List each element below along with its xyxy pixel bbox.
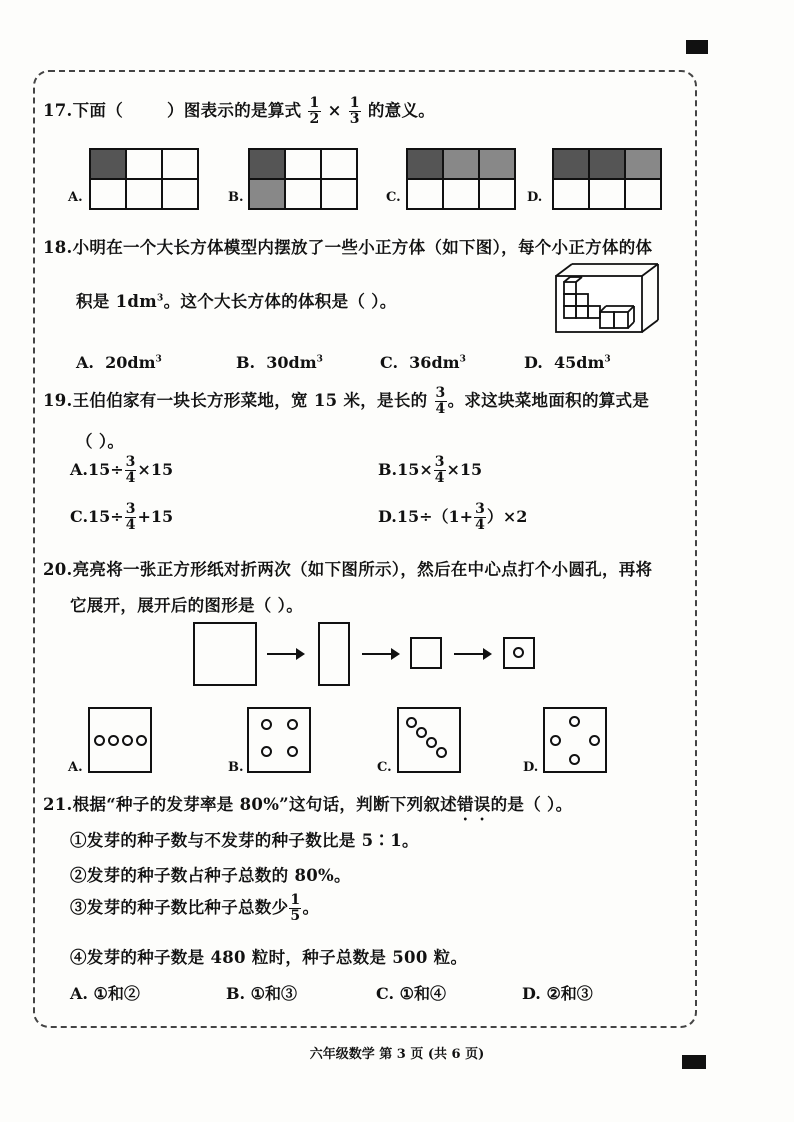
q17-option-c-label: C.: [386, 190, 401, 205]
registration-mark-top: [686, 40, 708, 54]
q20-stem-line2: 它展开，展开后的图形是（ ）。: [70, 596, 303, 615]
q21-statement-3: ③发芽的种子数比种子总数少 $\frac{1}{5}$ 。: [70, 892, 320, 924]
q21-statement-4: ④发芽的种子数是 480 粒时，种子总数是 500 粒。: [70, 948, 468, 967]
q19-option-b: B.15× $\frac{3}{4}$ ×15: [378, 454, 483, 486]
q20-option-c-hole-4: [436, 747, 447, 758]
q18-cuboid-figure: [554, 262, 660, 334]
q20-option-b-hole-4: [287, 746, 298, 757]
q17-option-c-grid: [406, 148, 516, 210]
q20-option-a-hole-3: [122, 735, 133, 746]
q17-option-a-label: A.: [68, 190, 83, 205]
q20-option-c-label: C.: [377, 760, 392, 775]
q17-option-b-label: B.: [228, 190, 244, 205]
q17-option-b-grid: [248, 148, 358, 210]
q19-option-d: D.15÷（1+ $\frac{3}{4}$ ）×2: [378, 501, 528, 533]
q19-stem-line2: （ ）。: [76, 432, 125, 451]
q21-statement-1: ①发芽的种子数与不发芽的种子数比是 5∶1。: [70, 831, 419, 850]
q21-stem: 21.根据“种子的发芽率是 80%”这句话，判断下列叙述错误的是（ ）。: [43, 795, 573, 814]
q17-fraction-1: $\frac{1}{2}$: [309, 95, 320, 127]
q21-option-a: A. ①和②: [70, 984, 140, 1003]
q18-option-d: D. $45dm^3$: [524, 353, 611, 372]
q20-option-b-label: B.: [228, 760, 244, 775]
q20-punched-hole: [513, 647, 524, 658]
q18-stem-line1: 18.小明在一个大长方体模型内摆放了一些小正方体（如下图），每个小正方体的体: [43, 238, 653, 257]
q20-option-b-hole-2: [287, 719, 298, 730]
q20-step-full-square: [193, 622, 257, 686]
q17-option-a-grid: [89, 148, 199, 210]
q20-option-d-hole-2: [550, 735, 561, 746]
q20-option-c-hole-3: [426, 737, 437, 748]
q17-option-d-label: D.: [527, 190, 543, 205]
q19-option-c-fraction: $\frac{3}{4}$: [125, 501, 136, 533]
q19-option-a: A.15÷ $\frac{3}{4}$ ×15: [70, 454, 174, 486]
q20-option-b-figure: [247, 707, 311, 773]
q20-option-a-label: A.: [68, 760, 83, 775]
q20-option-a-hole-2: [108, 735, 119, 746]
q20-option-d-hole-4: [569, 754, 580, 765]
q19-fraction: $\frac{3}{4}$: [435, 385, 446, 417]
q20-option-b-hole-3: [261, 746, 272, 757]
q19-option-c: C.15÷ $\frac{3}{4}$ +15: [70, 501, 174, 533]
q21-emphasis-text: 错误: [456, 795, 491, 814]
q20-stem-line1: 20.亮亮将一张正方形纸对折两次（如下图所示），然后在中心点打个小圆孔，再将: [43, 560, 653, 579]
q21-fraction: $\frac{1}{5}$: [290, 892, 301, 924]
q21-statement-2: ②发芽的种子数占种子总数的 80%。: [70, 866, 351, 885]
q21-option-d: D. ②和③: [522, 984, 593, 1003]
q20-option-c-hole-2: [416, 727, 427, 738]
q18-option-c: C. $36dm^3$: [380, 353, 466, 372]
q20-option-a-hole-1: [94, 735, 105, 746]
q21-option-c: C. ①和④: [376, 984, 446, 1003]
q20-option-b-hole-1: [261, 719, 272, 730]
q20-option-c-hole-1: [406, 717, 417, 728]
q19-option-d-fraction: $\frac{3}{4}$: [475, 501, 485, 533]
q20-arrow-1: [267, 653, 303, 655]
q20-arrow-3: [454, 653, 490, 655]
q17-stem: 17.下面（ ）图表示的是算式 $\frac{1}{2}$ × $\frac{1}{3}$ 的意义。: [43, 95, 436, 127]
q20-arrow-2: [362, 653, 398, 655]
q19-option-a-fraction: $\frac{3}{4}$: [125, 454, 136, 486]
page-footer: 六年级数学 第 3 页 (共 6 页): [309, 1047, 485, 1062]
q20-option-d-label: D.: [523, 760, 539, 775]
q18-option-a: A. $20dm^3$: [76, 353, 162, 372]
q20-option-a-hole-4: [136, 735, 147, 746]
q20-step-quarter-fold: [410, 637, 442, 669]
q19-option-b-fraction: $\frac{3}{4}$: [434, 454, 445, 486]
q20-option-d-hole-3: [589, 735, 600, 746]
q17-option-d-grid: [552, 148, 662, 210]
q18-option-b: B. $30dm^3$: [236, 353, 323, 372]
q21-option-b: B. ①和③: [226, 984, 298, 1003]
q17-fraction-2: $\frac{1}{3}$: [349, 95, 360, 127]
q18-stem-line2: 积是 $1dm^3$。这个大长方体的体积是（ ）。: [76, 292, 397, 311]
q20-step-half-fold: [318, 622, 350, 686]
q20-option-d-hole-1: [569, 716, 580, 727]
q19-stem-line1: 19.王伯伯家有一块长方形菜地，宽 15 米，是长的 $\frac{3}{4}$ 。求这块菜地面积的算式是: [43, 385, 650, 417]
